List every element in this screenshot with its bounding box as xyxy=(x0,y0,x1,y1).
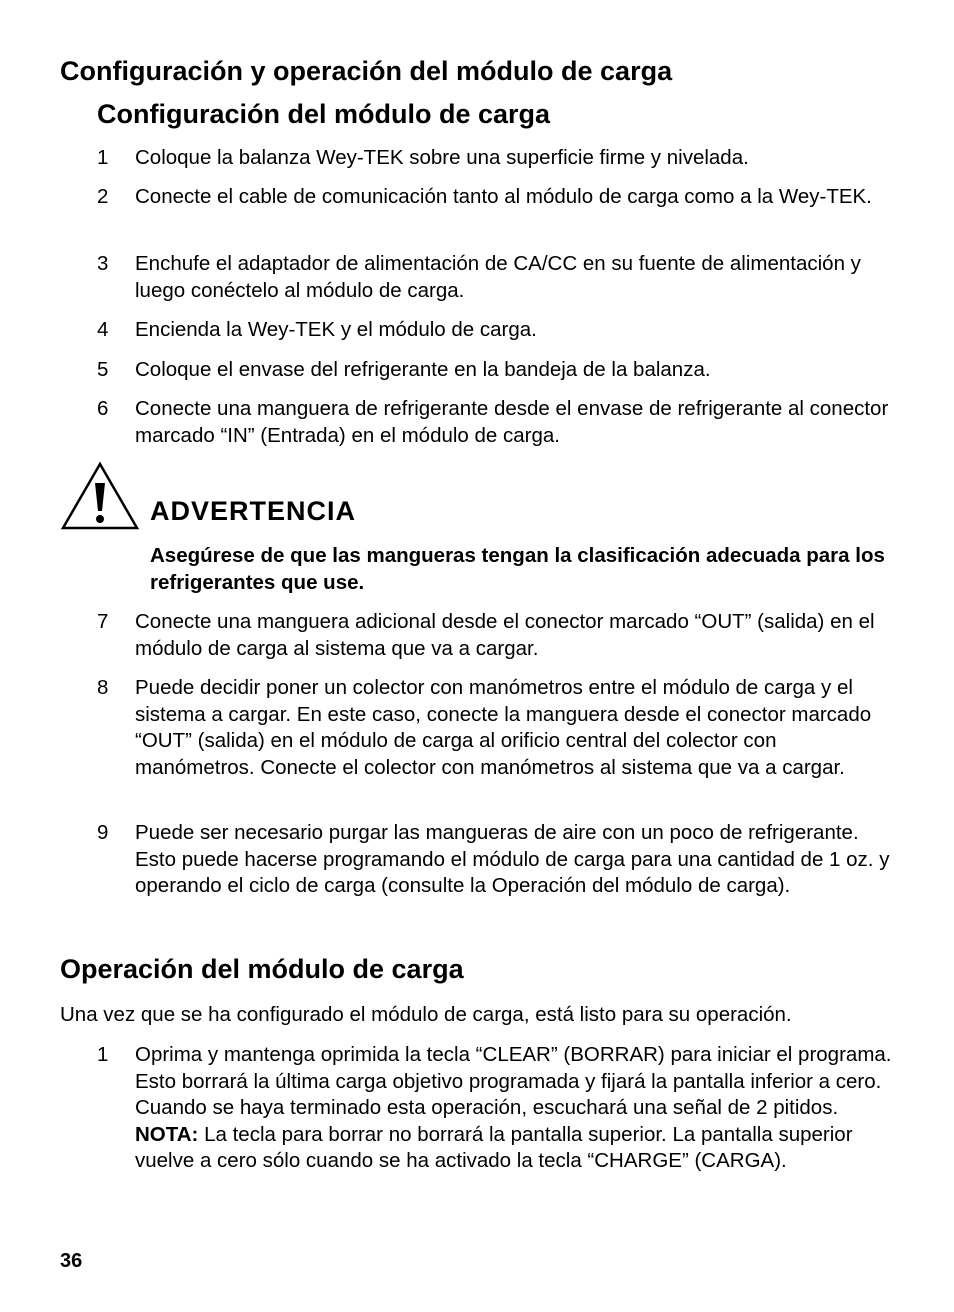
step-number: 7 xyxy=(97,610,109,633)
step-number: 1 xyxy=(97,1043,109,1066)
step-number: 9 xyxy=(97,821,109,844)
operation-intro: Una vez que se ha configurado el módulo de carga, está listo para su operación. xyxy=(60,1003,792,1026)
step-number: 3 xyxy=(97,252,109,275)
step-number: 6 xyxy=(97,397,109,420)
step-text: Encienda la Wey-TEK y el módulo de carga. xyxy=(135,318,537,341)
step-number: 4 xyxy=(97,318,109,341)
step-text-before-note: Oprima y mantenga oprimida la tecla “CLEAR” (BORRAR) para iniciar el programa. Esto borrará la última carga objetivo programada y fijará la pantalla inferior a cero. Cuando se haya terminado esta operación, escuchará una señal de 2 pitidos. xyxy=(135,1043,892,1119)
setup-heading: Configuración del módulo de carga xyxy=(97,99,551,129)
note-label: NOTA: xyxy=(135,1122,199,1146)
step-text: Puede decidir poner un colector con manómetros entre el módulo de carga y el sistema a cargar. En este caso, conecte la manguera desde el conector marcado “OUT” (salida) en el módulo de carga al orificio central del colector con manómetros. Conecte el colector con manómetros al sistema que va a cargar. xyxy=(135,676,872,779)
step-text: Enchufe el adaptador de alimentación de CA/CC en su fuente de alimentación y luego conéctelo al módulo de carga. xyxy=(135,252,861,302)
step-number: 1 xyxy=(97,146,109,169)
step-number: 2 xyxy=(97,185,109,208)
step-text: Conecte una manguera de refrigerante desde el envase de refrigerante al conector marcado “IN” (Entrada) en el módulo de carga. xyxy=(135,397,889,447)
warning-triangle-icon xyxy=(60,461,140,531)
operation-heading: Operación del módulo de carga xyxy=(60,954,464,984)
step-text: Puede ser necesario purgar las mangueras de aire con un poco de refrigerante. Esto puede hacerse programando el módulo de carga para una cantidad de 1 oz. y operando el ciclo de carga (consulte la Operación del módulo de carga). xyxy=(135,821,890,897)
step-text: Conecte una manguera adicional desde el conector marcado “OUT” (salida) en el módulo de carga al sistema que va a cargar. xyxy=(135,610,875,660)
page-title: Configuración y operación del módulo de carga xyxy=(60,56,673,86)
page-number: 36 xyxy=(60,1250,83,1272)
step-text: Coloque el envase del refrigerante en la bandeja de la balanza. xyxy=(135,358,711,381)
step-text xyxy=(135,1042,895,1175)
step-text: Conecte el cable de comunicación tanto al módulo de carga como a la Wey-TEK. xyxy=(135,185,872,208)
step-number: 5 xyxy=(97,358,109,381)
step-text: Coloque la balanza Wey-TEK sobre una superficie firme y nivelada. xyxy=(135,146,749,169)
step-number: 8 xyxy=(97,676,109,699)
warning-text: Asegúrese de que las mangueras tengan la clasificación adecuada para los refrigerantes que use. xyxy=(150,544,885,594)
step-text-after-note: La tecla para borrar no borrará la pantalla superior. La pantalla superior vuelve a cero sólo cuando se ha activado la tecla “CHARGE” (CARGA). xyxy=(135,1122,853,1172)
warning-title: ADVERTENCIA xyxy=(150,496,357,526)
